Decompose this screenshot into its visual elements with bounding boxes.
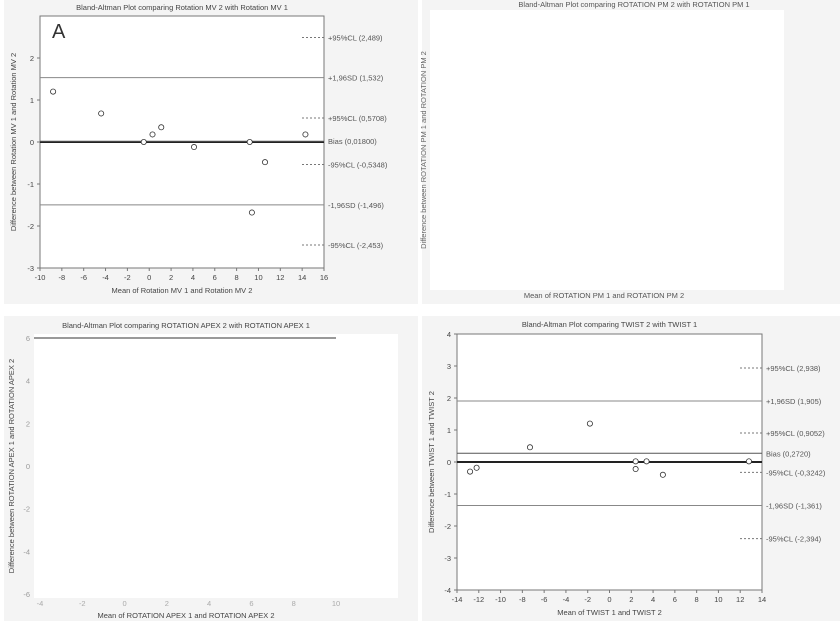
x-tick-label: 0 bbox=[607, 595, 612, 604]
y-tick-label: 0 bbox=[29, 138, 34, 147]
reference-line-label: -95%CL (-0,5348) bbox=[328, 160, 388, 170]
data-point bbox=[527, 445, 532, 450]
y-axis-label: Difference between ROTATION PM 1 and ROTATION PM 2 bbox=[419, 51, 428, 249]
y-tick-label: 1 bbox=[446, 426, 451, 435]
data-point bbox=[150, 132, 155, 137]
x-tick-label: -4 bbox=[562, 595, 570, 604]
reference-line-label: Bias (0,01800) bbox=[328, 137, 377, 147]
data-point bbox=[474, 465, 479, 470]
x-tick-label: -10 bbox=[34, 273, 46, 282]
x-tick-label: 6 bbox=[212, 273, 217, 282]
x-axis-label: Mean of TWIST 1 and TWIST 2 bbox=[557, 608, 662, 617]
x-tick-label: 8 bbox=[234, 273, 239, 282]
x-tick-label: 12 bbox=[276, 273, 285, 282]
chart-panel-rotation-apex bbox=[4, 316, 418, 621]
x-tick-label: 10 bbox=[714, 595, 723, 604]
x-tick-label: -2 bbox=[584, 595, 592, 604]
data-point bbox=[99, 111, 104, 116]
x-tick-label: 0 bbox=[122, 599, 127, 608]
x-tick-label: 6 bbox=[672, 595, 677, 604]
data-point bbox=[51, 89, 56, 94]
reference-line-label: +1,96SD (1,905) bbox=[766, 397, 822, 407]
y-tick-label: -4 bbox=[23, 547, 30, 557]
x-tick-label: -12 bbox=[473, 595, 485, 604]
chart-title: Bland-Altman Plot comparing ROTATION APEX 2 with ROTATION APEX 1 bbox=[62, 321, 310, 330]
x-tick-label: -4 bbox=[36, 599, 44, 608]
x-axis-label: Mean of ROTATION PM 1 and ROTATION PM 2 bbox=[523, 291, 685, 300]
x-tick-label: 10 bbox=[254, 273, 263, 282]
x-tick-label: 2 bbox=[629, 595, 634, 604]
y-tick-label: -4 bbox=[444, 586, 451, 595]
x-tick-label: 16 bbox=[319, 273, 329, 282]
y-tick-label: -2 bbox=[444, 522, 451, 531]
reference-line-label: +95%CL (0,5708) bbox=[328, 114, 387, 124]
y-tick-label: 2 bbox=[446, 394, 451, 403]
chart-panel-twist bbox=[422, 316, 840, 621]
x-tick-label: 2 bbox=[164, 599, 169, 608]
x-tick-label: 10 bbox=[331, 599, 341, 608]
data-point bbox=[249, 210, 254, 215]
y-axis-label: Difference between ROTATION APEX 1 and ROTATION APEX 2 bbox=[7, 358, 16, 574]
reference-line-label: -95%CL (-2,394) bbox=[766, 534, 822, 544]
x-tick-label: 2 bbox=[168, 273, 174, 282]
chart-twist bbox=[422, 316, 840, 621]
chart-panel-rotation-mv bbox=[4, 0, 418, 304]
reference-line-label: +95%CL (2,938) bbox=[766, 363, 821, 373]
x-axis-label: Mean of ROTATION APEX 1 and ROTATION APEX 2 bbox=[97, 611, 275, 620]
y-tick-label: 2 bbox=[29, 54, 34, 63]
data-point bbox=[587, 421, 592, 426]
y-tick-label: 6 bbox=[25, 334, 30, 343]
x-tick-label: 14 bbox=[297, 273, 307, 282]
reference-line-label: Bias (0,2720) bbox=[766, 449, 811, 459]
y-tick-label: -2 bbox=[23, 504, 30, 514]
data-point bbox=[660, 472, 665, 477]
y-tick-label: -1 bbox=[27, 180, 34, 189]
reference-line-label: -95%CL (-2,453) bbox=[328, 241, 384, 251]
data-point bbox=[191, 144, 196, 149]
x-tick-label: -10 bbox=[495, 595, 506, 604]
y-tick-label: 4 bbox=[25, 376, 30, 386]
x-tick-label: 4 bbox=[650, 595, 656, 604]
x-axis-label: Mean of Rotation MV 1 and Rotation MV 2 bbox=[111, 286, 253, 295]
x-tick-label: 8 bbox=[291, 599, 296, 608]
data-point bbox=[633, 459, 638, 464]
x-tick-label: 6 bbox=[249, 599, 254, 608]
panel-label: A bbox=[52, 21, 66, 43]
chart-rotation-mv bbox=[4, 0, 418, 304]
x-tick-label: 0 bbox=[147, 273, 152, 282]
chart-rotation-pm bbox=[419, 0, 840, 304]
chart-panel-rotation-pm bbox=[419, 0, 840, 304]
chart-title: Bland-Altman Plot comparing ROTATION PM 2 with ROTATION PM 1 bbox=[518, 0, 750, 9]
x-tick-label: -2 bbox=[124, 273, 131, 282]
x-tick-label: -6 bbox=[540, 595, 548, 604]
y-tick-label: 4 bbox=[446, 330, 451, 339]
x-tick-label: 12 bbox=[736, 595, 745, 604]
x-tick-label: -8 bbox=[58, 273, 66, 282]
x-tick-label: -2 bbox=[78, 599, 86, 608]
reference-line-label: +1,96SD (1,532) bbox=[328, 73, 384, 83]
reference-line-label: -95%CL (-0,3242) bbox=[766, 468, 826, 478]
y-tick-label: -1 bbox=[444, 490, 451, 499]
reference-line-label: -1,96SD (-1,361) bbox=[766, 501, 822, 511]
occluding-region bbox=[34, 334, 398, 598]
x-tick-label: -14 bbox=[451, 595, 463, 604]
y-tick-label: 3 bbox=[446, 362, 451, 371]
data-point bbox=[159, 125, 164, 130]
x-tick-label: -8 bbox=[519, 595, 526, 604]
data-point bbox=[262, 160, 267, 165]
y-tick-label: -3 bbox=[27, 264, 34, 273]
y-axis-label: Difference between Rotation MV 1 and Rotation MV 2 bbox=[9, 52, 18, 232]
x-tick-label: -6 bbox=[80, 273, 88, 282]
x-tick-label: 14 bbox=[757, 595, 767, 604]
reference-line-label: -1,96SD (-1,496) bbox=[328, 200, 384, 210]
chart-title: Bland-Altman Plot comparing Rotation MV 2 with Rotation MV 1 bbox=[76, 3, 288, 12]
y-tick-label: 2 bbox=[25, 419, 30, 429]
data-point bbox=[633, 466, 638, 471]
chart-title: Bland-Altman Plot comparing TWIST 2 with TWIST 1 bbox=[521, 320, 698, 329]
reference-line-label: +95%CL (2,489) bbox=[328, 33, 383, 43]
x-tick-label: 4 bbox=[207, 599, 212, 608]
data-point bbox=[467, 469, 472, 474]
data-point bbox=[303, 132, 308, 137]
reference-line-label: +95%CL (0,9052) bbox=[766, 429, 825, 439]
y-tick-label: 0 bbox=[25, 462, 30, 471]
data-point bbox=[247, 139, 252, 144]
x-tick-label: 4 bbox=[190, 273, 196, 282]
y-tick-label: 1 bbox=[29, 96, 34, 105]
data-point bbox=[141, 139, 146, 144]
chart-rotation-apex bbox=[4, 316, 418, 621]
data-point bbox=[644, 459, 649, 464]
y-tick-label: 0 bbox=[446, 458, 451, 467]
y-axis-label: Difference between TWIST 1 and TWIST 2 bbox=[427, 391, 436, 533]
y-tick-label: -3 bbox=[444, 554, 451, 563]
data-point bbox=[746, 459, 751, 464]
x-tick-label: 8 bbox=[694, 595, 699, 604]
y-tick-label: -6 bbox=[23, 590, 30, 599]
y-tick-label: -2 bbox=[27, 222, 34, 231]
x-tick-label: -4 bbox=[102, 273, 109, 282]
occluding-region bbox=[430, 10, 784, 290]
